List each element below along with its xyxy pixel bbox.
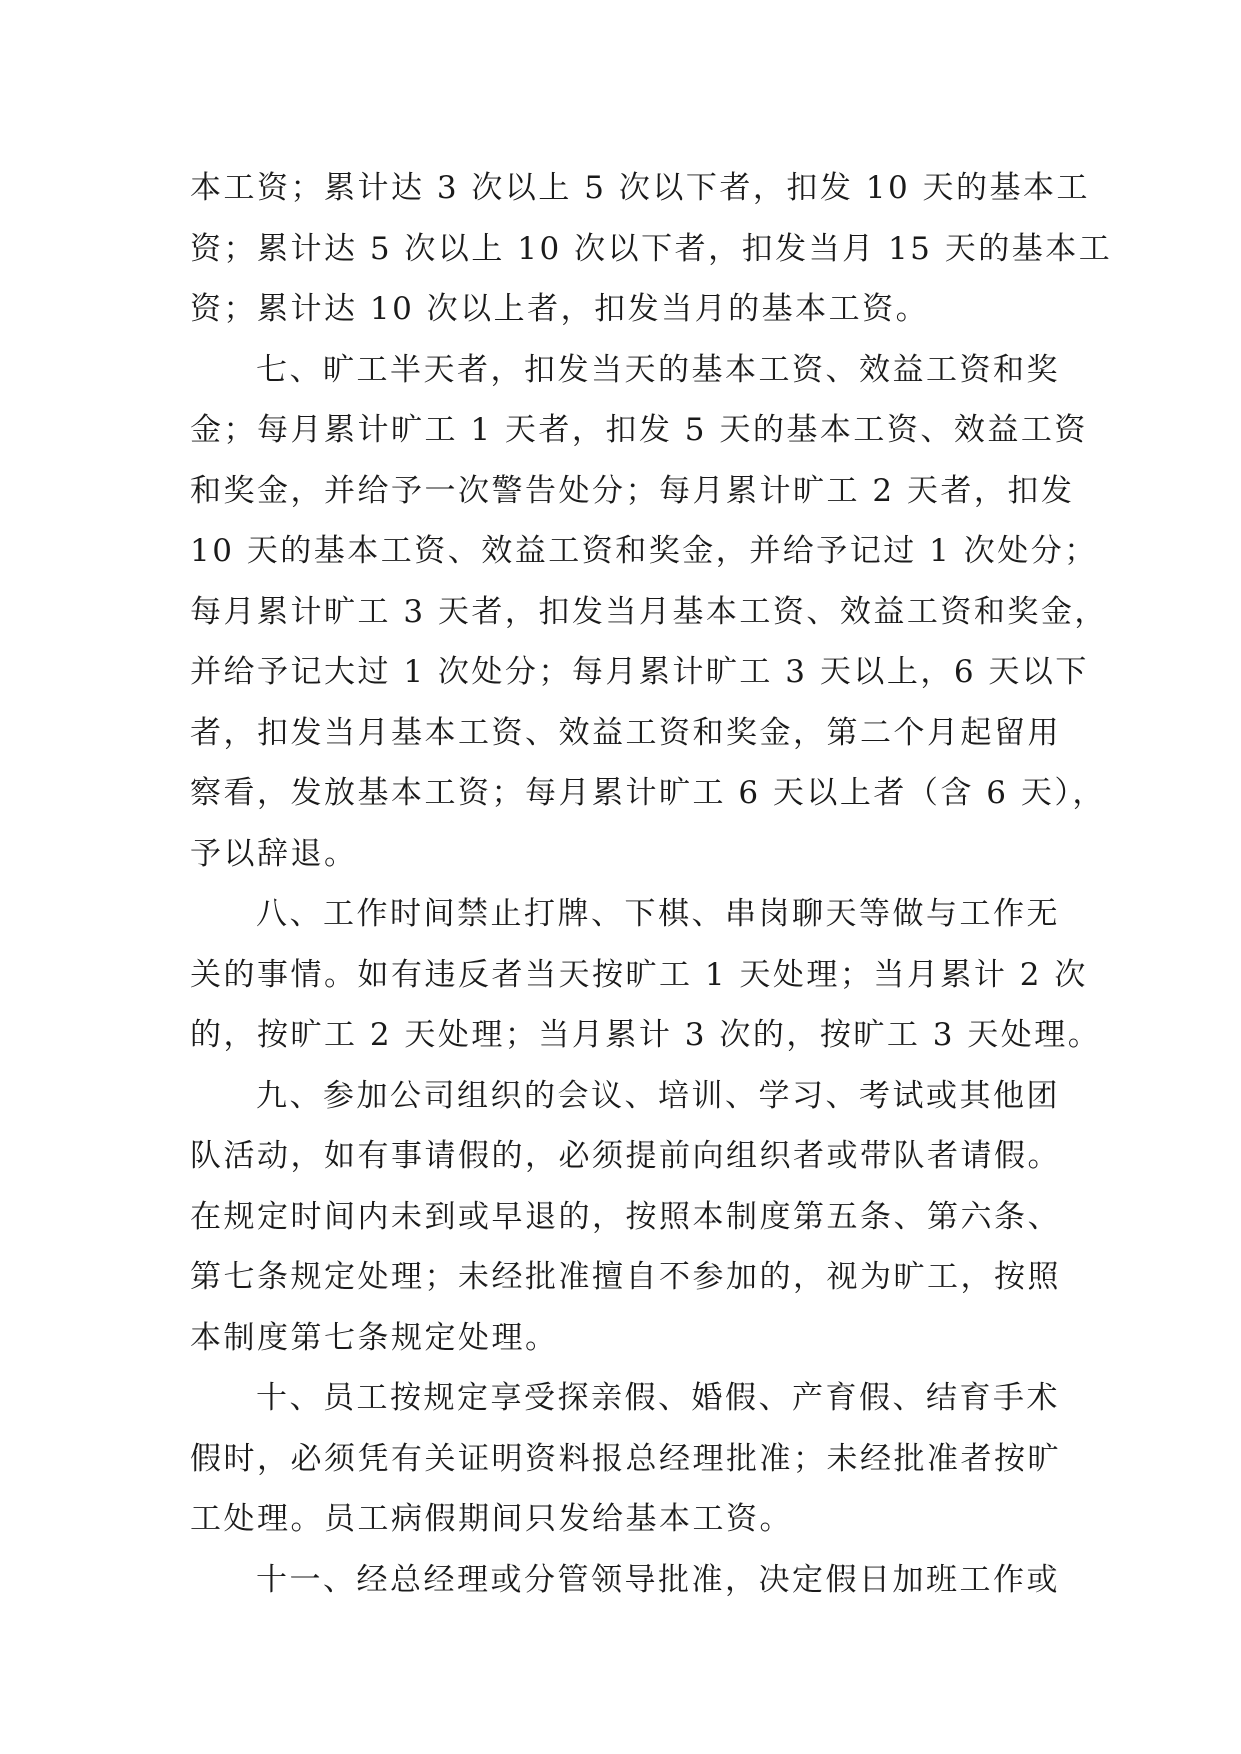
text-line: 资；累计达 10 次以上者，扣发当月的基本工资。 <box>190 291 930 327</box>
text-line: 关的事情。如有违反者当天按旷工 1 天处理；当月累计 2 次 <box>190 956 1088 993</box>
text-line: 假时，必须凭有关证明资料报总经理批准；未经批准者按旷 <box>190 1440 1061 1477</box>
text-line: 10 天的基本工资、效益工资和奖金，并给予记过 1 次处分； <box>190 533 1098 569</box>
text-line: 的，按旷工 2 天处理；当月累计 3 次的，按旷工 3 天处理。 <box>190 1017 1102 1053</box>
text-line: 本制度第七条规定处理。 <box>190 1319 559 1356</box>
paragraph-10 <box>190 1368 1060 1550</box>
paragraph-7 <box>190 340 1108 885</box>
text-line: 七、旷工半天者，扣发当天的基本工资、效益工资和奖 <box>256 351 1060 388</box>
text-line: 第七条规定处理；未经批准擅自不参加的，视为旷工，按照 <box>190 1259 1061 1295</box>
paragraph-8 <box>190 884 1102 1066</box>
text-line: 察看，发放基本工资；每月累计旷工 6 天以上者（含 6 天）， <box>190 775 1106 811</box>
paragraph-9 <box>190 1066 1060 1369</box>
text-line: 十一、经总经理或分管领导批准，决定假日加班工作或 <box>256 1561 1060 1598</box>
text-line: 在规定时间内未到或早退的，按照本制度第五条、第六条、 <box>190 1198 1061 1235</box>
text-line: 队活动，如有事请假的，必须提前向组织者或带队者请假。 <box>190 1138 1061 1174</box>
text-line: 本工资；累计达 3 次以上 5 次以下者，扣发 10 天的基本工 <box>190 170 1091 206</box>
text-line: 每月累计旷工 3 天者，扣发当月基本工资、效益工资和奖金， <box>190 593 1108 630</box>
text-line: 九、参加公司组织的会议、培训、学习、考试或其他团 <box>256 1077 1060 1114</box>
text-line: 资；累计达 5 次以上 10 次以下者，扣发当月 15 天的基本工 <box>190 230 1113 267</box>
document-body <box>190 158 1113 1610</box>
text-line: 八、工作时间禁止打牌、下棋、串岗聊天等做与工作无 <box>256 896 1060 932</box>
text-line: 和奖金，并给予一次警告处分；每月累计旷工 2 天者，扣发 <box>190 472 1075 509</box>
text-line: 予以辞退。 <box>190 835 358 872</box>
text-line: 工处理。员工病假期间只发给基本工资。 <box>190 1501 793 1537</box>
text-line: 者，扣发当月基本工资、效益工资和奖金，第二个月起留用 <box>190 714 1061 751</box>
text-line: 十、员工按规定享受探亲假、婚假、产育假、结育手术 <box>256 1380 1060 1416</box>
paragraph-6-continuation <box>190 158 1113 340</box>
paragraph-11 <box>190 1550 1060 1611</box>
text-line: 金；每月累计旷工 1 天者，扣发 5 天的基本工资、效益工资 <box>190 412 1088 448</box>
text-line: 并给予记大过 1 次处分；每月累计旷工 3 天以上，6 天以下 <box>190 654 1089 690</box>
